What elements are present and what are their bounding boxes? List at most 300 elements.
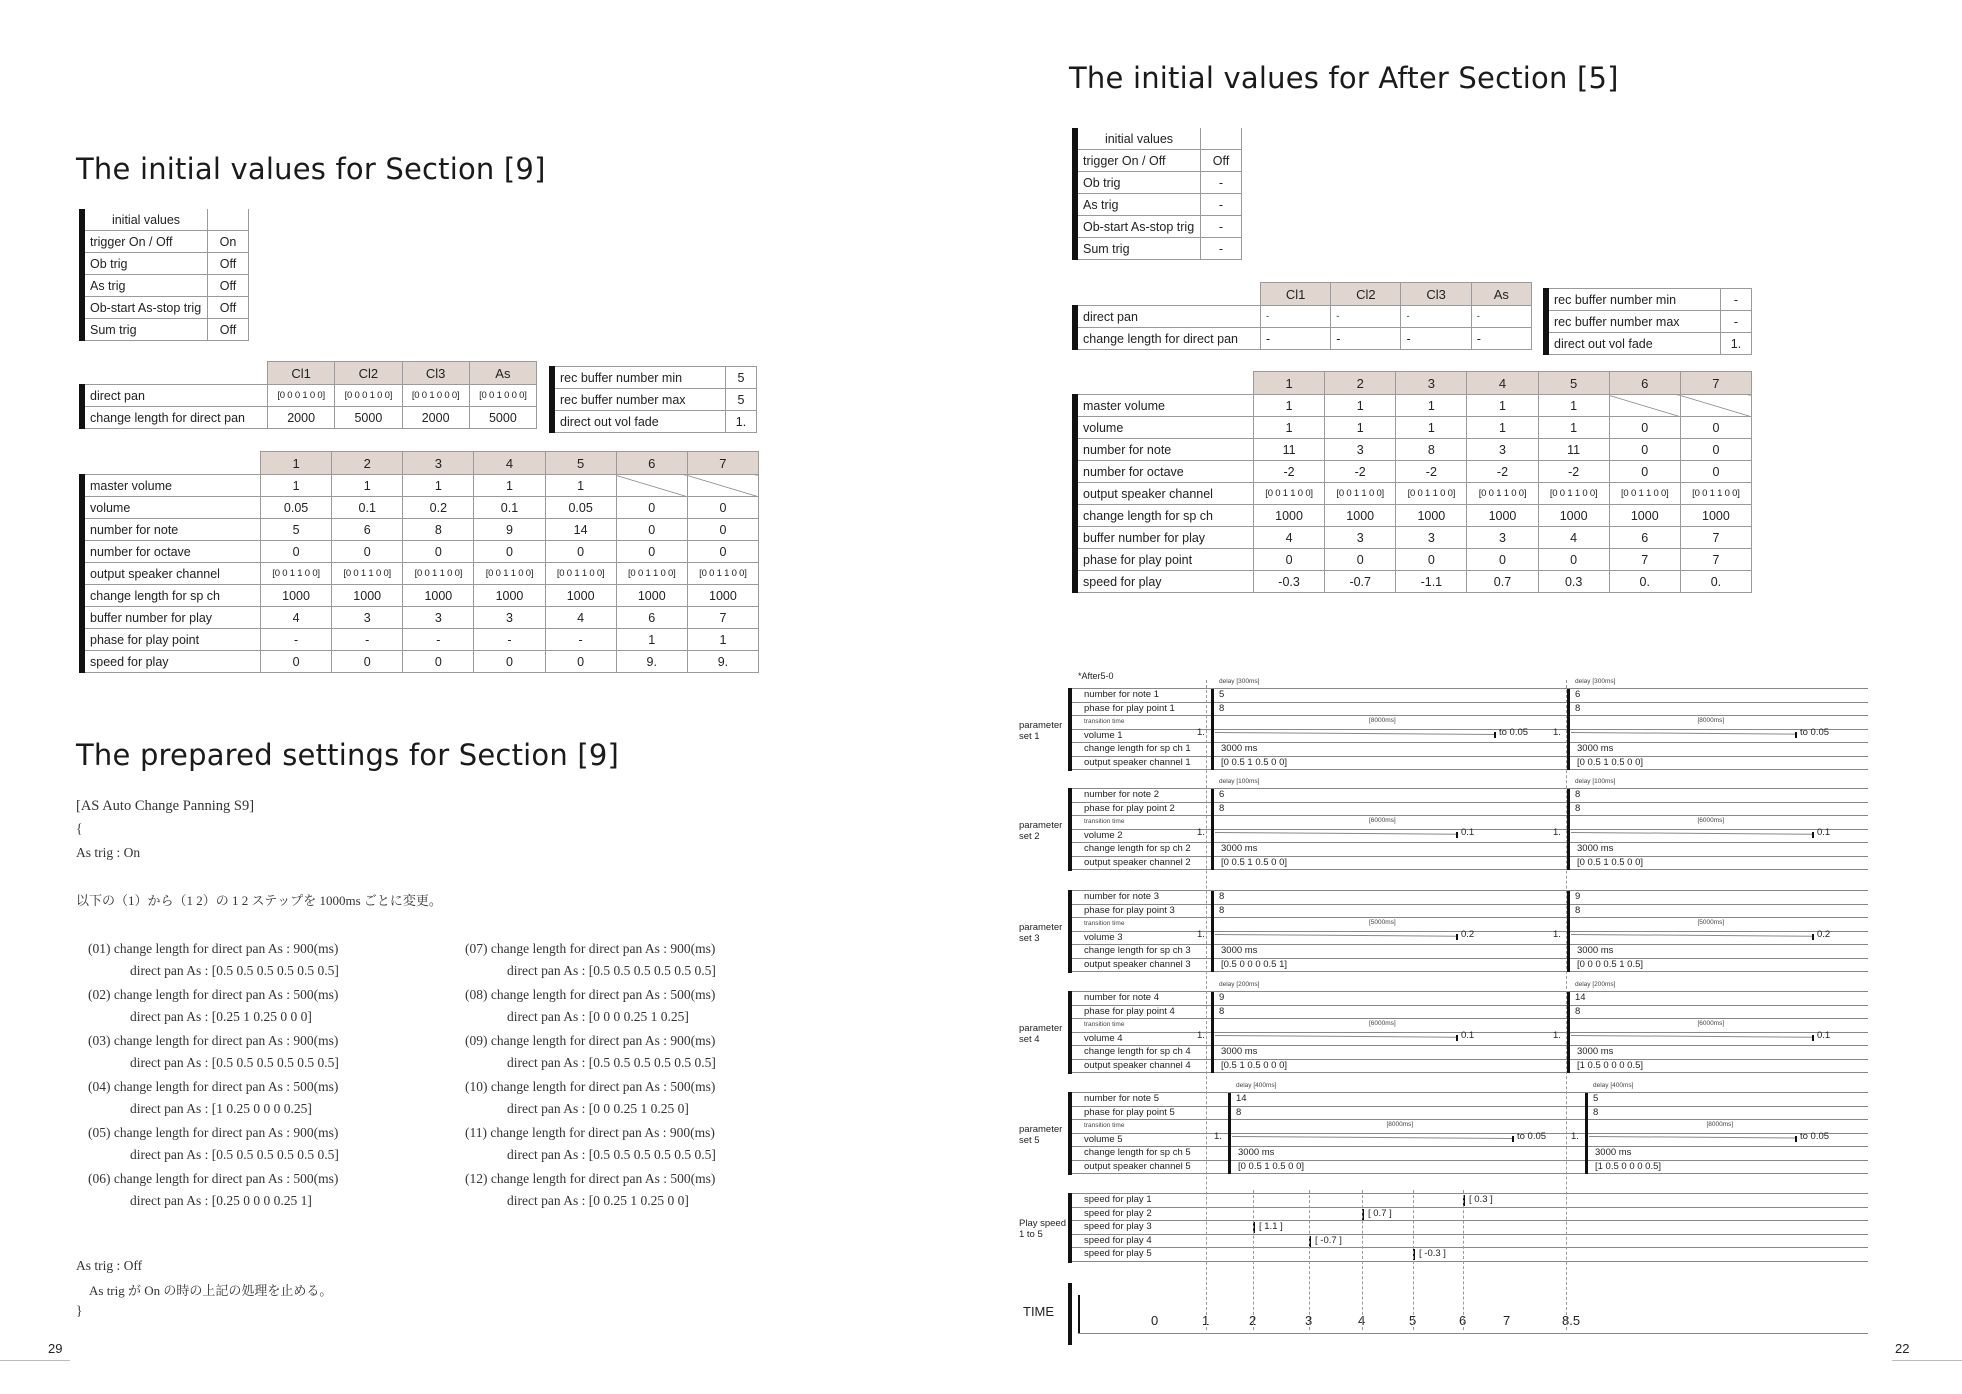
step-pan-line: direct pan As : [0 0 0.25 1 0.25 0] [507, 1101, 689, 1116]
init-label: As trig [82, 275, 208, 297]
init-label: trigger On / Off [1075, 150, 1201, 172]
step-length-line: (04) change length for direct pan As : 500(ms) [88, 1079, 339, 1094]
timeline-row-label: volume 5 [1084, 1133, 1123, 1145]
event-note: 5 [1593, 1093, 1599, 1104]
cell: [0 0 1 1 0 0] [1680, 483, 1751, 505]
trig-off-line: As trig : Off [76, 1258, 143, 1273]
step-pan-line: direct pan As : [0.5 0.5 0.5 0.5 0.5 0.5] [507, 1147, 716, 1162]
event-vol-from: 1. [1197, 1030, 1205, 1042]
cell: 1 [403, 475, 474, 497]
col-header: 5 [1538, 372, 1609, 395]
brace-close: } [76, 1303, 83, 1318]
pan-table-s9 [79, 361, 537, 429]
col-header: 4 [1467, 372, 1538, 395]
step-length-line: (09) change length for direct pan As : 900(ms) [465, 1033, 716, 1048]
speed-row-label: speed for play 5 [1084, 1248, 1152, 1259]
col-header: 4 [474, 452, 545, 475]
event-vol-to: to 0.05 [1800, 727, 1830, 739]
page-number-left: 29 [48, 1341, 63, 1356]
event-marker [1228, 1093, 1231, 1174]
timeline-row-label: change length for sp ch 1 [1084, 743, 1191, 754]
cell: 11 [1538, 439, 1609, 461]
step-length-line: (11) change length for direct pan As : 900(ms) [465, 1125, 715, 1140]
timeline-rule [1072, 1005, 1868, 1006]
init-label: Sum trig [82, 319, 208, 341]
cell: 3 [332, 607, 403, 629]
cell: [0 0 1 0 0 0] [402, 385, 469, 407]
event-length: 3000 ms [1221, 1046, 1258, 1057]
cell: - [1401, 306, 1471, 328]
init-value: Off [1201, 150, 1242, 172]
timeline-row-label: phase for play point 4 [1084, 1005, 1175, 1017]
col-header: 1 [261, 452, 332, 475]
group-label: parameter set 5 [1019, 1124, 1063, 1146]
step-pan-line: direct pan As : [0.5 0.5 0.5 0.5 0.5 0.5] [130, 1055, 339, 1070]
cell: 1 [1467, 395, 1538, 417]
cell: -1.1 [1396, 571, 1467, 593]
diagonal-cell [1680, 395, 1751, 417]
init-values-table-s9 [79, 209, 249, 341]
event-vol-from: 1. [1197, 727, 1205, 739]
event-vol-from: 1. [1214, 1131, 1222, 1143]
event-phase: 8 [1236, 1106, 1242, 1118]
cell: 0 [1609, 417, 1680, 439]
event-transition: [8000ms] [1697, 717, 1725, 724]
timeline-row-label: transition time [1084, 818, 1125, 825]
fade-end-tick [1456, 832, 1458, 838]
cell: [0 0 1 1 0 0] [616, 563, 687, 585]
cell: - [1261, 306, 1331, 328]
cell: [0 0 1 1 0 0] [1254, 483, 1325, 505]
cell: 1000 [545, 585, 616, 607]
cell: 0.2 [403, 497, 474, 519]
cell: [0 0 1 1 0 0] [1467, 483, 1538, 505]
cell: - [1471, 306, 1531, 328]
event-delay: delay [300ms] [1575, 678, 1616, 685]
timeline-row-label: output speaker channel 3 [1084, 958, 1191, 970]
event-note: 9 [1575, 891, 1581, 902]
init-label: Ob trig [82, 253, 208, 275]
event-channel: [0.5 0 0 0 0.5 1] [1221, 958, 1288, 970]
row-label: buffer number for play [82, 607, 261, 629]
cell: -2 [1538, 461, 1609, 483]
time-tick: 4 [1358, 1313, 1366, 1328]
timeline-row-label: phase for play point 1 [1084, 702, 1175, 714]
event-length: 3000 ms [1577, 843, 1614, 854]
event-note: 8 [1219, 891, 1225, 902]
event-length: 3000 ms [1221, 743, 1258, 754]
time-tick: 6 [1459, 1313, 1467, 1328]
init-value: Off [208, 319, 249, 341]
step-length-line: (08) change length for direct pan As : 500(ms) [465, 987, 716, 1002]
event-channel: [0 0.5 1 0.5 0 0] [1238, 1160, 1305, 1172]
cell: 1000 [474, 585, 545, 607]
group-label: parameter set 4 [1019, 1023, 1063, 1045]
speed-value: [ -0.7 ] [1315, 1234, 1342, 1246]
step-length-line: (06) change length for direct pan As : 500(ms) [88, 1171, 339, 1186]
timeline-rule [1072, 1092, 1868, 1093]
jp-intro: 以下の（1）から（1 2）の 1 2 ステップを 1000ms ごとに変更。 [76, 893, 442, 908]
guide-dash [1362, 1190, 1363, 1330]
event-note: 14 [1575, 992, 1586, 1003]
event-length: 3000 ms [1577, 945, 1614, 956]
cell: 0.3 [1538, 571, 1609, 593]
cell: 7 [687, 607, 758, 629]
step-pan-line: direct pan As : [0.5 0.5 0.5 0.5 0.5 0.5] [130, 963, 339, 978]
event-length: 3000 ms [1238, 1147, 1275, 1158]
event-vol-to: to 0.05 [1800, 1131, 1830, 1143]
speed-value: [ 0.7 ] [1368, 1207, 1392, 1219]
cell: 0 [261, 651, 332, 673]
main-table-a5 [1072, 371, 1752, 593]
event-phase: 8 [1575, 1005, 1581, 1017]
timeline-rule [1072, 890, 1868, 891]
step-pan-line: direct pan As : [1 0.25 0 0 0 0.25] [130, 1101, 312, 1116]
step-pan-line: direct pan As : [0.5 0.5 0.5 0.5 0.5 0.5] [130, 1147, 339, 1162]
timeline-row-label: output speaker channel 5 [1084, 1160, 1191, 1172]
cell: 1. [726, 411, 757, 433]
row-label: rec buffer number min [1546, 289, 1721, 311]
cell: 1 [545, 475, 616, 497]
diagonal-cell [616, 475, 687, 497]
timeline-rule [1072, 917, 1868, 918]
cell: 0 [261, 541, 332, 563]
event-marker [1211, 891, 1214, 972]
cell: -0.7 [1325, 571, 1396, 593]
event-transition: [6000ms] [1369, 817, 1396, 824]
event-channel: [0 0.5 1 0.5 0 0] [1221, 756, 1288, 768]
cell: -2 [1396, 461, 1467, 483]
group-label: parameter set 2 [1019, 820, 1063, 842]
event-delay: delay [300ms] [1219, 678, 1260, 685]
cell: 3 [1467, 527, 1538, 549]
cell: 6 [332, 519, 403, 541]
page-number-right: 22 [1895, 1341, 1910, 1356]
cell: - [332, 629, 403, 651]
cell: 5000 [469, 407, 536, 429]
cell: - [1261, 328, 1331, 350]
guide-dash [1309, 1190, 1310, 1330]
speed-row-label: speed for play 2 [1084, 1207, 1152, 1219]
cell: 0. [1680, 571, 1751, 593]
cell: 0 [474, 541, 545, 563]
timeline-rule [1072, 742, 1868, 743]
time-axis-line [1078, 1333, 1868, 1334]
row-label: volume [82, 497, 261, 519]
guide-dash [1566, 680, 1567, 1330]
init-label: Ob-start As-stop trig [82, 297, 208, 319]
timeline-rule [1072, 756, 1868, 757]
cell: - [261, 629, 332, 651]
timeline-row-label: phase for play point 2 [1084, 802, 1175, 814]
fade-end-tick [1494, 732, 1496, 738]
event-note: 5 [1219, 689, 1225, 700]
event-transition: [6000ms] [1697, 817, 1725, 824]
rec-table-a5 [1543, 288, 1752, 355]
init-values-table-a5 [1072, 128, 1242, 260]
time-tick: 8.5 [1562, 1313, 1581, 1328]
event-phase: 8 [1219, 802, 1225, 814]
event-vol-from: 1. [1553, 929, 1561, 941]
timeline-row-label: volume 2 [1084, 829, 1123, 841]
event-delay: delay [400ms] [1593, 1082, 1634, 1089]
row-label: rec buffer number max [552, 389, 726, 411]
timeline-row-label: output speaker channel 1 [1084, 756, 1191, 768]
row-label: phase for play point [1075, 549, 1254, 571]
cell: 9. [616, 651, 687, 673]
cell: 0 [1254, 549, 1325, 571]
cell: -2 [1325, 461, 1396, 483]
row-label: master volume [82, 475, 261, 497]
event-transition: [6000ms] [1369, 1020, 1396, 1027]
event-vol-to: to 0.05 [1499, 727, 1529, 739]
event-marker [1211, 789, 1214, 870]
footer-rule-right [1892, 1360, 1962, 1361]
init-label: Ob trig [1075, 172, 1201, 194]
timeline-rule [1072, 702, 1868, 703]
timeline-row-label: transition time [1084, 920, 1125, 927]
cell: 1 [261, 475, 332, 497]
event-delay: delay [200ms] [1575, 981, 1616, 988]
cell: [0 0 1 0 0 0] [469, 385, 536, 407]
cell: 0.1 [332, 497, 403, 519]
time-label: TIME [1023, 1304, 1055, 1319]
guide-dash [1206, 680, 1207, 1330]
init-value: - [1201, 238, 1242, 260]
cell: 0 [332, 541, 403, 563]
cell: - [1721, 311, 1752, 333]
time-axis-box [1068, 1283, 1872, 1345]
col-header: 3 [403, 452, 474, 475]
timeline-rule [1072, 815, 1868, 816]
event-marker [1567, 689, 1570, 770]
row-label: change length for direct pan [82, 407, 268, 429]
init-header: initial values [1075, 128, 1201, 150]
event-vol-to: 0.1 [1461, 1030, 1475, 1042]
cell: 3 [1467, 439, 1538, 461]
diagonal-cell [687, 475, 758, 497]
cell: 1. [1721, 333, 1752, 355]
event-phase: 8 [1575, 802, 1581, 814]
cell: 1 [1254, 395, 1325, 417]
row-label: phase for play point [82, 629, 261, 651]
timeline-rule [1072, 802, 1868, 803]
timeline-row-label: change length for sp ch 5 [1084, 1147, 1191, 1158]
cell: 0.1 [474, 497, 545, 519]
init-label: As trig [1075, 194, 1201, 216]
cell: 14 [545, 519, 616, 541]
guide-dash [1413, 1190, 1414, 1330]
step-length-line: (03) change length for direct pan As : 900(ms) [88, 1033, 339, 1048]
timeline-row-label: volume 4 [1084, 1032, 1123, 1044]
cell: 5000 [335, 407, 402, 429]
event-channel: [0 0.5 1 0.5 0 0] [1577, 756, 1644, 768]
event-phase: 8 [1575, 904, 1581, 916]
guide-dash [1253, 1190, 1254, 1330]
init-value: Off [208, 275, 249, 297]
event-transition: [5000ms] [1697, 919, 1725, 926]
speed-value: [ 1.1 ] [1259, 1221, 1283, 1232]
timeline-row-label: number for note 3 [1084, 891, 1159, 902]
pan-table-a5 [1072, 282, 1532, 350]
timeline-rule [1072, 904, 1868, 905]
col-header: 6 [1609, 372, 1680, 395]
cell: 5 [726, 389, 757, 411]
timeline-rule [1072, 1247, 1868, 1248]
event-vol-to: to 0.05 [1517, 1131, 1547, 1143]
row-label: rec buffer number min [552, 367, 726, 389]
cell: 1 [1467, 417, 1538, 439]
cell: 3 [1325, 527, 1396, 549]
fade-end-tick [1795, 1136, 1797, 1142]
event-delay: delay [100ms] [1575, 778, 1616, 785]
speed-value: [ 0.3 ] [1469, 1194, 1493, 1205]
event-phase: 8 [1575, 702, 1581, 714]
fade-end-tick [1812, 934, 1814, 940]
cell: [0 0 1 1 0 0] [1396, 483, 1467, 505]
event-phase: 8 [1219, 702, 1225, 714]
timeline-rule [1072, 856, 1868, 857]
init-value: On [208, 231, 249, 253]
prepared-settings-title: The prepared settings for Section [9] [76, 738, 620, 772]
row-label: number for octave [82, 541, 261, 563]
init-value: - [1201, 172, 1242, 194]
cell: 9. [687, 651, 758, 673]
row-label: buffer number for play [1075, 527, 1254, 549]
cell: 3 [403, 607, 474, 629]
event-vol-from: 1. [1553, 827, 1561, 839]
event-channel: [0.5 1 0.5 0 0 0] [1221, 1059, 1288, 1071]
row-label: speed for play [82, 651, 261, 673]
footer-rule-left [0, 1360, 70, 1361]
cell: 0 [545, 541, 616, 563]
after-section5-title: The initial values for After Section [5] [1069, 61, 1619, 95]
event-transition: [8000ms] [1369, 717, 1396, 724]
init-value: - [1201, 194, 1242, 216]
cell: 1 [1325, 395, 1396, 417]
row-label: change length for direct pan [1075, 328, 1261, 350]
timeline-tag: *After5-0 [1078, 671, 1114, 681]
timeline-row-label: number for note 5 [1084, 1093, 1159, 1104]
event-marker [1211, 689, 1214, 770]
event-transition: [8000ms] [1386, 1121, 1414, 1128]
cell: - [1401, 328, 1471, 350]
event-transition: [6000ms] [1697, 1020, 1725, 1027]
col-header: 7 [687, 452, 758, 475]
event-vol-to: 0.1 [1817, 827, 1831, 839]
cell: -2 [1467, 461, 1538, 483]
timeline-rule [1072, 842, 1868, 843]
row-label: output speaker channel [82, 563, 261, 585]
cell: 1 [1396, 417, 1467, 439]
cell: 1 [687, 629, 758, 651]
row-label: direct out vol fade [552, 411, 726, 433]
timeline-rule [1072, 1234, 1868, 1235]
cell: 4 [1254, 527, 1325, 549]
init-value: Off [208, 297, 249, 319]
init-label: trigger On / Off [82, 231, 208, 253]
cell: 1000 [261, 585, 332, 607]
timeline-rule [1072, 688, 1868, 689]
step-pan-line: direct pan As : [0 0 0 0.25 1 0.25] [507, 1009, 689, 1024]
cell: 2000 [268, 407, 335, 429]
event-channel: [0 0.5 1 0.5 0 0] [1221, 856, 1288, 868]
event-vol-from: 1. [1553, 1030, 1561, 1042]
cell: 1000 [1467, 505, 1538, 527]
event-phase: 8 [1219, 1005, 1225, 1017]
event-transition: [8000ms] [1706, 1121, 1734, 1128]
fade-end-tick [1812, 1035, 1814, 1041]
timeline-row-label: output speaker channel 2 [1084, 856, 1191, 868]
cell: - [1471, 328, 1531, 350]
rec-table-s9 [549, 366, 757, 433]
jp-stop: As trig が On の時の上記の処理を止める。 [89, 1283, 333, 1298]
section9-title: The initial values for Section [9] [76, 152, 546, 186]
cell: 0 [1680, 461, 1751, 483]
row-label: change length for sp ch [82, 585, 261, 607]
step-length-line: (12) change length for direct pan As : 500(ms) [465, 1171, 716, 1186]
time-axis-start [1078, 1295, 1080, 1333]
step-pan-line: direct pan As : [0.25 0 0 0 0.25 1] [130, 1193, 312, 1208]
cell: -0.3 [1254, 571, 1325, 593]
event-marker [1567, 789, 1570, 870]
cell: 8 [403, 519, 474, 541]
row-label: number for octave [1075, 461, 1254, 483]
cell: [0 0 1 1 0 0] [403, 563, 474, 585]
col-header: Cl3 [1401, 283, 1471, 306]
cell: 0 [1467, 549, 1538, 571]
event-marker [1585, 1093, 1588, 1174]
cell: 0 [332, 651, 403, 673]
col-header: Cl2 [1331, 283, 1401, 306]
row-label: number for note [1075, 439, 1254, 461]
cell: - [1721, 289, 1752, 311]
col-header: 3 [1396, 372, 1467, 395]
event-note: 9 [1219, 992, 1225, 1003]
cell: 1 [332, 475, 403, 497]
cell: 0 [687, 541, 758, 563]
col-header: 5 [545, 452, 616, 475]
event-length: 3000 ms [1221, 945, 1258, 956]
timeline-rule [1072, 1146, 1868, 1147]
timeline-rule [1072, 1261, 1868, 1262]
speed-row-label: speed for play 3 [1084, 1221, 1152, 1232]
col-header: 2 [1325, 372, 1396, 395]
cell: 7 [1680, 549, 1751, 571]
cell: 6 [1609, 527, 1680, 549]
cell: [0 0 1 1 0 0] [261, 563, 332, 585]
step-pan-line: direct pan As : [0.5 0.5 0.5 0.5 0.5 0.5] [507, 1055, 716, 1070]
cell: 7 [1609, 549, 1680, 571]
fade-end-tick [1812, 832, 1814, 838]
event-note: 6 [1219, 789, 1225, 800]
cell: 0 [474, 651, 545, 673]
cell: 1000 [1396, 505, 1467, 527]
event-note: 8 [1575, 789, 1581, 800]
timeline-rule [1072, 1133, 1868, 1134]
timeline-rule [1072, 769, 1868, 770]
col-header: Cl1 [1261, 283, 1331, 306]
cell: 9 [474, 519, 545, 541]
col-header: As [469, 362, 536, 385]
timeline-row-label: change length for sp ch 3 [1084, 945, 1191, 956]
col-header: Cl1 [268, 362, 335, 385]
timeline-rule [1072, 715, 1868, 716]
guide-dash [1463, 1190, 1464, 1330]
init-value: Off [208, 253, 249, 275]
init-label: Ob-start As-stop trig [1075, 216, 1201, 238]
cell: [0 0 0 1 0 0] [335, 385, 402, 407]
